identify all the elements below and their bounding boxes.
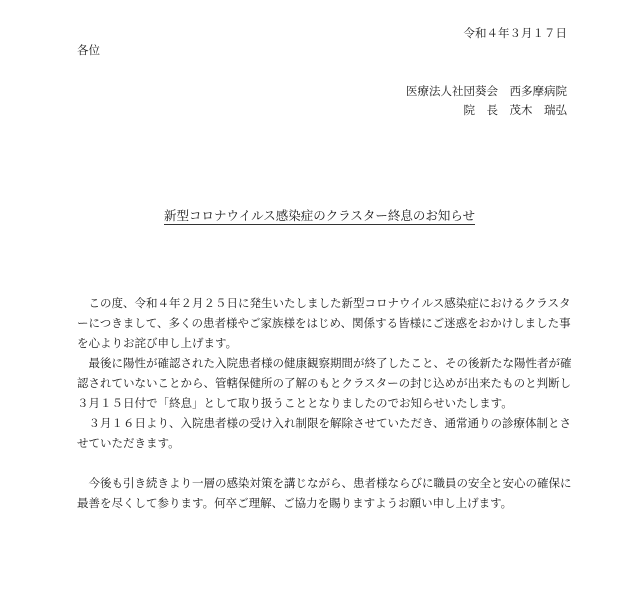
organization-name: 医療法人社団葵会 西多摩病院 xyxy=(406,84,567,98)
text-line: せていただきます。 xyxy=(77,436,180,451)
text-line: 認されていないことから、管轄保健所の了解のもとクラスターの封じ込めが出来たものと判断し xyxy=(77,376,572,391)
text-line: ３月１５日付で「終息」として取り扱うこととなりましたのでお知らせいたします。 xyxy=(77,396,513,411)
paragraph-restrictions-lifted xyxy=(77,413,572,453)
recipient: 各位 xyxy=(77,43,100,57)
text-line: ーにつきまして、多くの患者様やご家族様をはじめ、関係する皆様にご迷惑をおかけしました事 xyxy=(77,316,571,331)
text-line: この度、令和４年２月２５日に発生いたしました新型コロナウイルス感染症におけるクラスタ xyxy=(77,296,571,310)
text-line: を心よりお詫び申し上げます。 xyxy=(77,336,238,351)
text-line: 今後も引き続きより一層の感染対策を講じながら、患者様ならびに職員の安全と安心の確保に xyxy=(77,476,572,490)
title-text: 新型コロナウイルス感染症のクラスター終息のお知らせ xyxy=(163,208,475,223)
paragraph-cluster-end xyxy=(77,353,572,414)
paragraph-closing xyxy=(77,473,572,513)
document-date: 令和４年３月１７日 xyxy=(463,26,567,40)
text-line: ３月１６日より、入院患者様の受け入れ制限を解除させていただき、通常通りの診療体制とさ xyxy=(77,416,572,430)
text-line: 最後に陽性が確認された入院患者様の健康観察期間が終了したこと、その後新たな陽性者が確 xyxy=(77,356,572,370)
text-line: 最善を尽くして参ります。何卒ご理解、ご協力を賜りますようお願い申し上げます。 xyxy=(77,496,513,511)
director-name: 院 長 茂木 瑞弘 xyxy=(463,103,567,117)
document-title xyxy=(0,209,639,223)
paragraph-apology xyxy=(77,293,571,354)
